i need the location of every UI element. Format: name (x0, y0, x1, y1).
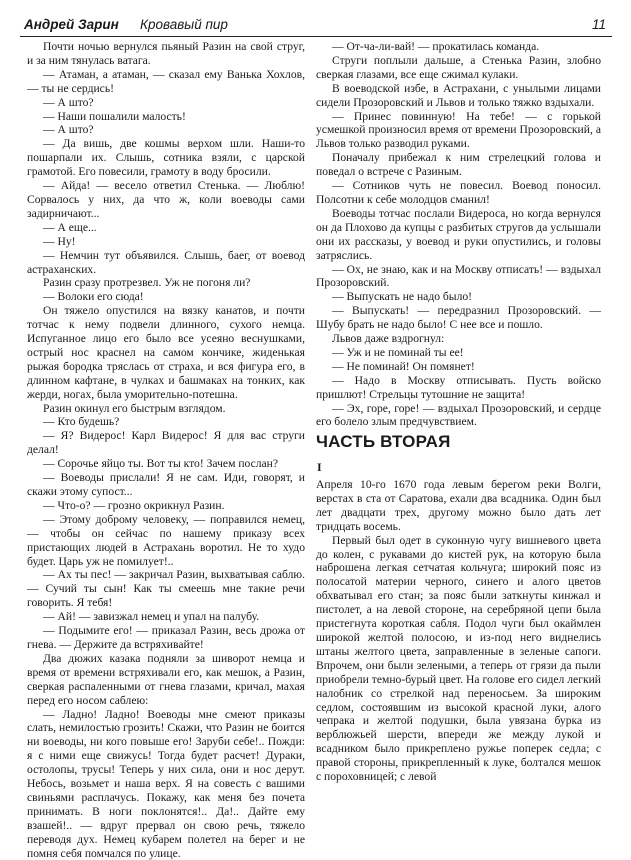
paragraph: В воеводской избе, в Астрахани, с унылыми лицами сидели Прозоровский и Львов и только тяжко вздыхали. (316, 82, 601, 110)
paragraph: — Эх, горе, горе! — вздыхал Прозоровский, и сердце его болело злым предчувствием. (316, 402, 601, 430)
part-heading: ЧАСТЬ ВТОРАЯ (316, 432, 451, 452)
paragraph: — Айда! — весело ответил Стенька. — Люблю! Сорвалось у них, да что ж, коли воеводы сами задирничают... (27, 179, 305, 221)
paragraph: — Что-о? — грозно окрикнул Разин. (27, 499, 305, 513)
running-header (20, 14, 612, 37)
chapter-number: I (317, 460, 322, 475)
paragraph: — А што? (27, 96, 305, 110)
paragraph: — Уж и не поминай ты ее! (316, 346, 601, 360)
paragraph: — Ладно! Ладно! Воеводы мне смеют приказы слать, немилостью грозить! Скажи, что Разин не боится ни воеводы, ни кого повыше его! Заруби себе!.. Пожди: я с ними еще свижусь! Тогда будет расчет! Дураки, остолопы, трусы! Теперь у них сила, они и нос дерут. Небось, возьмет и наша верх. Я на совесть с вашими свиньями расплачусь. Покажу, как меня без почета принимать. В ноги поклонятся!.. Да!.. Дайте ему взашей!.. — вдруг прервал он свою речь, тяжело переводя дух. Немец кубарем полетел на берег и не помня себя помчался по улице. (27, 708, 305, 860)
paragraph: — Не поминай! Он помянет! (316, 360, 601, 374)
paragraph: Поначалу прибежал к ним стрелецкий голова и поведал о встрече с Разиным. (316, 151, 601, 179)
paragraph: — Сотников чуть не повесил. Воевод поносил. Полсотни к себе молодцов сманил! (316, 179, 601, 207)
paragraph: Почти ночью вернулся пьяный Разин на свой струг, и за ним тянулась ватага. (27, 40, 305, 68)
header-title: Кровавый пир (140, 17, 228, 32)
paragraph: — Атаман, а атаман, — сказал ему Ванька Хохлов, — ты не сердись! (27, 68, 305, 96)
header-author: Андрей Зарин (24, 17, 119, 32)
paragraph: — Воеводы прислали! Я не сам. Иди, говорят, и скажи этому супост... (27, 471, 305, 499)
page-number: 11 (592, 17, 606, 32)
paragraph: — Надо в Москву отписывать. Пусть войско пришлют! Стрельцы тутошние не защита! (316, 374, 601, 402)
paragraph: — От-ча-ли-вай! — прокатилась команда. (316, 40, 601, 54)
paragraph: — Я? Видерос! Карл Видерос! Я для вас струги делал! (27, 429, 305, 457)
paragraph: — Наши пошалили малость! (27, 110, 305, 124)
paragraph: — Ох, не знаю, как и на Москву отписать! — вздыхал Прозоровский. (316, 263, 601, 291)
paragraph: Разин окинул его быстрым взглядом. (27, 402, 305, 416)
paragraph: — Выпускать не надо было! (316, 290, 601, 304)
paragraph: — Принес повинную! На тебе! — с горькой усмешкой произносил время от времени Прозоровский, а Львов только разводил руками. (316, 110, 601, 152)
paragraph: — А што? (27, 123, 305, 137)
paragraph: Струги поплыли дальше, а Стенька Разин, злобно сверкая глазами, все еще сжимал кулаки. (316, 54, 601, 82)
paragraph: Первый был одет в суконную чугу вишневого цвета до колен, с рукавами до кистей рук, на которую была наброшена легкая сетчатая кольчуга; широкий пояс из полосатой материи черного, синего и алого цветов обхватывал его стан; за пояс были заткнуты кинжал и пистолет, а на левой стороне, на серебряной цепи была пристегнута короткая сабля. Подол чуги был окаймлен широкой желтой полосою, и из-под него виднелись штаны желтого цвета, заправленные в зеленые сапоги. Впрочем, они были зелеными, а теперь от грязи да пыли приобрели темно-бурый цвет. На голове его сидел легкий налобник со стрелкой над переносьем. За широким седлом, состоявшим из высокой красной луки, алого чепрака и желтой подушки, была увязана бурка из верблюжьей шерсти, впереди же между лукой и всадником было прикреплено ружье поперек седла; с правой стороны, прикрепленный к луке, болтался мешок с пороховницей; с левой (316, 534, 601, 784)
paragraph: — Да вишь, две кошмы верхом шли. Наши-то пошарпали их. Слышь, сотника взяли, с царской грамотой. Его повесили, грамоту в воду бросили. (27, 137, 305, 179)
chapter-text (316, 478, 601, 784)
paragraph: Два дюжих казака подняли за шиворот немца и время от времени встряхивали его, как мешок, а Разин, сверкая распаленными от гнева глазами, кричал, махая перед его носом саблею: (27, 652, 305, 708)
right-column (316, 40, 601, 429)
paragraph: — Этому доброму человеку, — поправился немец, — чтобы он сейчас по нашему приказу всех пристающих людей в Астрахань воротил. Не то худо будет. Царь уж не помилует!.. (27, 513, 305, 569)
paragraph: Разин сразу протрезвел. Уж не погоня ли? (27, 276, 305, 290)
paragraph: — Ай! — завизжал немец и упал на палубу. (27, 610, 305, 624)
paragraph: Он тяжело опустился на вязку канатов, и почти тотчас к нему подвели длинного, сухого немца. Испуганное лицо его было все усеяно веснушками, острый нос краснел на самом кончике, жиденькая рыжая бородка тряслась от страха, и вся фигура его, в длинном кафтане, в чулках и башмаках на тонких, как жерди, ногах, была уморительно-потешна. (27, 304, 305, 401)
paragraph: — Сорочье яйцо ты. Вот ты кто! Зачем послан? (27, 457, 305, 471)
paragraph: — Ну! (27, 235, 305, 249)
paragraph: — А еще... (27, 221, 305, 235)
paragraph: — Немчин тут объявился. Слышь, баег, от воевод астраханских. (27, 249, 305, 277)
paragraph: — Подымите его! — приказал Разин, весь дрожа от гнева. — Держите да встряхивайте! (27, 624, 305, 652)
paragraph: Апреля 10-го 1670 года левым берегом реки Волги, верстах в ста от Саратова, ехали два всадника. Один был лет двадцати трех, другому можно было дать лет тридцать восемь. (316, 478, 601, 534)
paragraph: — Кто будешь? (27, 415, 305, 429)
paragraph: — Ах ты пес! — закричал Разин, выхватывая саблю. — Сучий ты сын! Как ты смеешь мне такие речи говорить. Я тебя! (27, 568, 305, 610)
left-column (27, 40, 305, 860)
paragraph: — Выпускать! — передразнил Прозоровский. — Шубу брать не надо было! С нее все и пошло. (316, 304, 601, 332)
paragraph: — Волоки его сюда! (27, 290, 305, 304)
paragraph: Львов даже вздрогнул: (316, 332, 601, 346)
paragraph: Воеводы тотчас послали Видероса, но когда вернулся он да Плохово да купцы с разбитых стругов да услышали они их рассказы, у воевод и руки опустились, и головы затряслись. (316, 207, 601, 263)
